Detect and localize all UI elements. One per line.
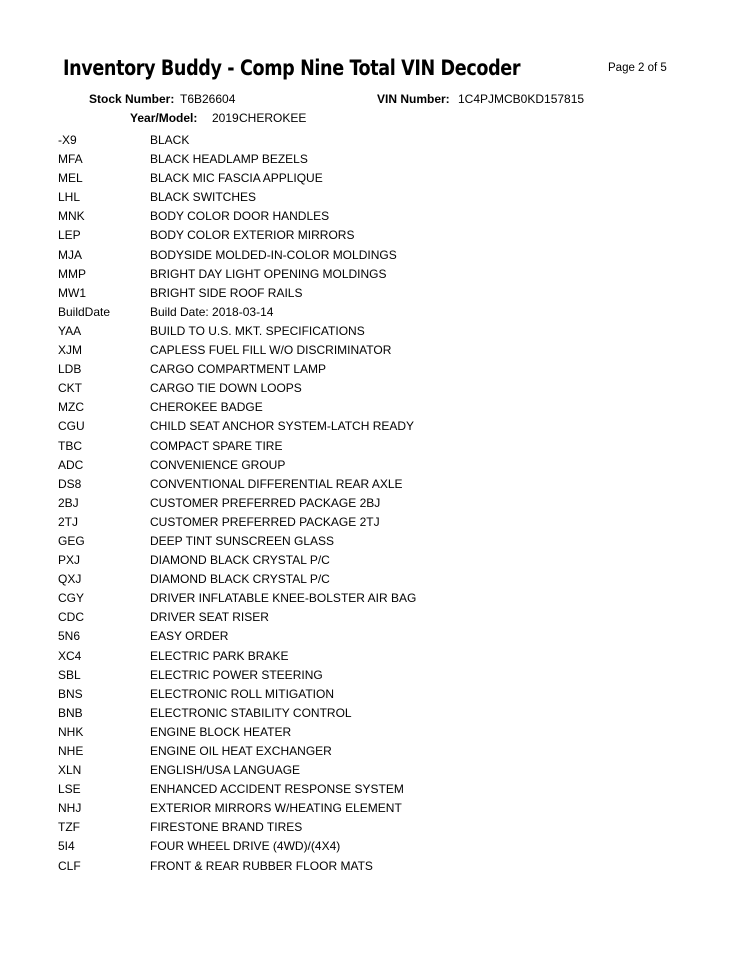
option-row <box>0 627 742 646</box>
option-code: XJM <box>58 343 82 358</box>
option-row <box>0 837 742 856</box>
option-description: BLACK HEADLAMP BEZELS <box>150 152 308 167</box>
option-description: BUILD TO U.S. MKT. SPECIFICATIONS <box>150 323 365 338</box>
option-description: CAPLESS FUEL FILL W/O DISCRIMINATOR <box>150 343 392 358</box>
option-code: QXJ <box>58 572 82 587</box>
option-code: LEP <box>58 228 81 243</box>
option-row <box>0 685 742 704</box>
option-row <box>0 169 742 188</box>
option-row <box>0 417 742 436</box>
option-code: 2BJ <box>58 495 79 510</box>
option-code: CGY <box>58 591 85 606</box>
option-code: MEL <box>58 171 83 186</box>
option-row <box>0 761 742 780</box>
option-description: ENGINE BLOCK HEATER <box>150 724 292 739</box>
option-row <box>0 647 742 666</box>
option-code: BNS <box>58 686 83 701</box>
option-code: MFA <box>58 152 83 167</box>
option-row <box>0 226 742 245</box>
option-code: MZC <box>58 400 84 415</box>
option-row <box>0 131 742 150</box>
option-row <box>0 379 742 398</box>
option-code: MW1 <box>58 285 86 300</box>
option-description: EASY ORDER <box>150 629 229 644</box>
option-description: BLACK MIC FASCIA APPLIQUE <box>150 171 323 186</box>
option-code: MMP <box>58 266 86 281</box>
option-code: NHE <box>58 744 84 758</box>
option-code: BuildDate <box>58 304 111 319</box>
option-row <box>0 437 742 456</box>
option-row <box>0 857 742 876</box>
option-row <box>0 551 742 570</box>
option-row <box>0 188 742 207</box>
option-row <box>0 456 742 475</box>
page-indicator: Page 2 of 5 <box>608 62 667 74</box>
option-code: MJA <box>58 247 82 262</box>
document-header <box>0 56 742 125</box>
option-row <box>0 284 742 303</box>
option-code: XLN <box>58 763 82 778</box>
option-description: CONVENTIONAL DIFFERENTIAL REAR AXLE <box>150 476 403 491</box>
option-description: CARGO COMPARTMENT LAMP <box>150 362 327 377</box>
option-description: FRONT & REAR RUBBER FLOOR MATS <box>150 858 373 873</box>
stock-number-label: Stock Number: <box>89 92 175 106</box>
option-description: EXTERIOR MIRRORS W/HEATING ELEMENT <box>150 801 402 816</box>
option-description: CUSTOMER PREFERRED PACKAGE 2TJ <box>150 514 380 529</box>
option-description: DRIVER SEAT RISER <box>150 610 269 625</box>
option-row <box>0 589 742 608</box>
year-value: 2019 <box>212 111 239 125</box>
option-code: YAA <box>58 323 82 338</box>
option-description: DEEP TINT SUNSCREEN GLASS <box>150 533 335 548</box>
option-code: PXJ <box>58 553 81 568</box>
meta-line-year-model <box>0 109 742 128</box>
option-description: CHILD SEAT ANCHOR SYSTEM-LATCH READY <box>150 419 415 434</box>
option-code: LSE <box>58 782 81 797</box>
option-code: LHL <box>58 190 81 205</box>
page-title: Inventory Buddy - Comp Nine Total VIN Decoder <box>63 56 521 80</box>
option-description: DIAMOND BLACK CRYSTAL P/C <box>150 553 330 568</box>
option-description: CUSTOMER PREFERRED PACKAGE 2BJ <box>150 495 381 510</box>
option-code: NHK <box>58 724 84 739</box>
option-row <box>0 398 742 417</box>
option-row <box>0 494 742 513</box>
option-description: FOUR WHEEL DRIVE (4WD)/(4X4) <box>150 839 341 854</box>
option-code: LDB <box>58 362 82 377</box>
option-description: ELECTRIC POWER STEERING <box>150 667 323 682</box>
option-code: CKT <box>58 381 82 396</box>
option-row <box>0 780 742 799</box>
option-code: CDC <box>58 610 84 625</box>
option-row <box>0 666 742 685</box>
option-row <box>0 532 742 551</box>
stock-number-value: T6B26604 <box>180 92 236 106</box>
meta-line-stock-vin <box>0 90 742 109</box>
option-description: ELECTRONIC STABILITY CONTROL <box>150 705 352 720</box>
option-description: ENGINE OIL HEAT EXCHANGER <box>150 744 332 758</box>
option-row <box>0 360 742 379</box>
option-description: ELECTRIC PARK BRAKE <box>150 648 289 663</box>
option-row <box>0 150 742 169</box>
option-description: BLACK <box>150 133 190 147</box>
option-description: COMPACT SPARE TIRE <box>150 438 283 453</box>
option-row <box>0 608 742 627</box>
option-row <box>0 570 742 589</box>
option-row <box>0 265 742 284</box>
option-row <box>0 475 742 494</box>
year-model-label: Year/Model: <box>130 111 198 125</box>
option-row <box>0 723 742 742</box>
option-row <box>0 246 742 265</box>
option-code: MNK <box>58 209 85 224</box>
option-description: CHEROKEE BADGE <box>150 400 263 415</box>
option-description: BRIGHT SIDE ROOF RAILS <box>150 285 303 300</box>
option-description: DIAMOND BLACK CRYSTAL P/C <box>150 572 330 587</box>
option-description: CONVENIENCE GROUP <box>150 457 286 472</box>
option-row <box>0 742 742 761</box>
option-code: ADC <box>58 457 84 472</box>
option-description: ELECTRONIC ROLL MITIGATION <box>150 686 335 701</box>
option-code: TZF <box>58 820 80 835</box>
option-description: FIRESTONE BRAND TIRES <box>150 820 303 835</box>
option-code: TBC <box>58 438 82 453</box>
option-row <box>0 341 742 360</box>
option-row <box>0 704 742 723</box>
option-code: 5I4 <box>58 839 75 854</box>
option-code: 2TJ <box>58 514 79 529</box>
option-code: XC4 <box>58 648 82 663</box>
option-row <box>0 322 742 341</box>
option-description: BODY COLOR EXTERIOR MIRRORS <box>150 228 355 243</box>
option-description: ENGLISH/USA LANGUAGE <box>150 763 301 778</box>
model-value: CHEROKEE <box>239 111 307 125</box>
option-code: DS8 <box>58 476 82 491</box>
option-description: CARGO TIE DOWN LOOPS <box>150 381 302 396</box>
option-code: BNB <box>58 705 83 720</box>
option-description: BRIGHT DAY LIGHT OPENING MOLDINGS <box>150 266 387 281</box>
option-description: ENHANCED ACCIDENT RESPONSE SYSTEM <box>150 782 404 797</box>
option-description: BODY COLOR DOOR HANDLES <box>150 209 330 224</box>
option-description: Build Date: 2018-03-14 <box>150 304 274 319</box>
option-code: CLF <box>58 858 81 873</box>
option-code: -X9 <box>58 133 77 147</box>
option-code-list <box>0 131 742 876</box>
option-description: BLACK SWITCHES <box>150 190 257 205</box>
vin-number-value: 1C4PJMCB0KD157815 <box>458 92 585 106</box>
option-row <box>0 207 742 226</box>
option-code: NHJ <box>58 801 82 816</box>
option-row <box>0 799 742 818</box>
option-row <box>0 818 742 837</box>
option-code: GEG <box>58 533 85 548</box>
title-row <box>0 56 742 82</box>
option-code: CGU <box>58 419 85 434</box>
option-description: DRIVER INFLATABLE KNEE-BOLSTER AIR BAG <box>150 591 417 606</box>
option-row <box>0 513 742 532</box>
vehicle-meta <box>0 90 742 128</box>
option-code: SBL <box>58 667 81 682</box>
option-code: 5N6 <box>58 629 81 644</box>
vin-number-label: VIN Number: <box>377 92 450 106</box>
option-row <box>0 303 742 322</box>
option-description: BODYSIDE MOLDED-IN-COLOR MOLDINGS <box>150 247 397 262</box>
